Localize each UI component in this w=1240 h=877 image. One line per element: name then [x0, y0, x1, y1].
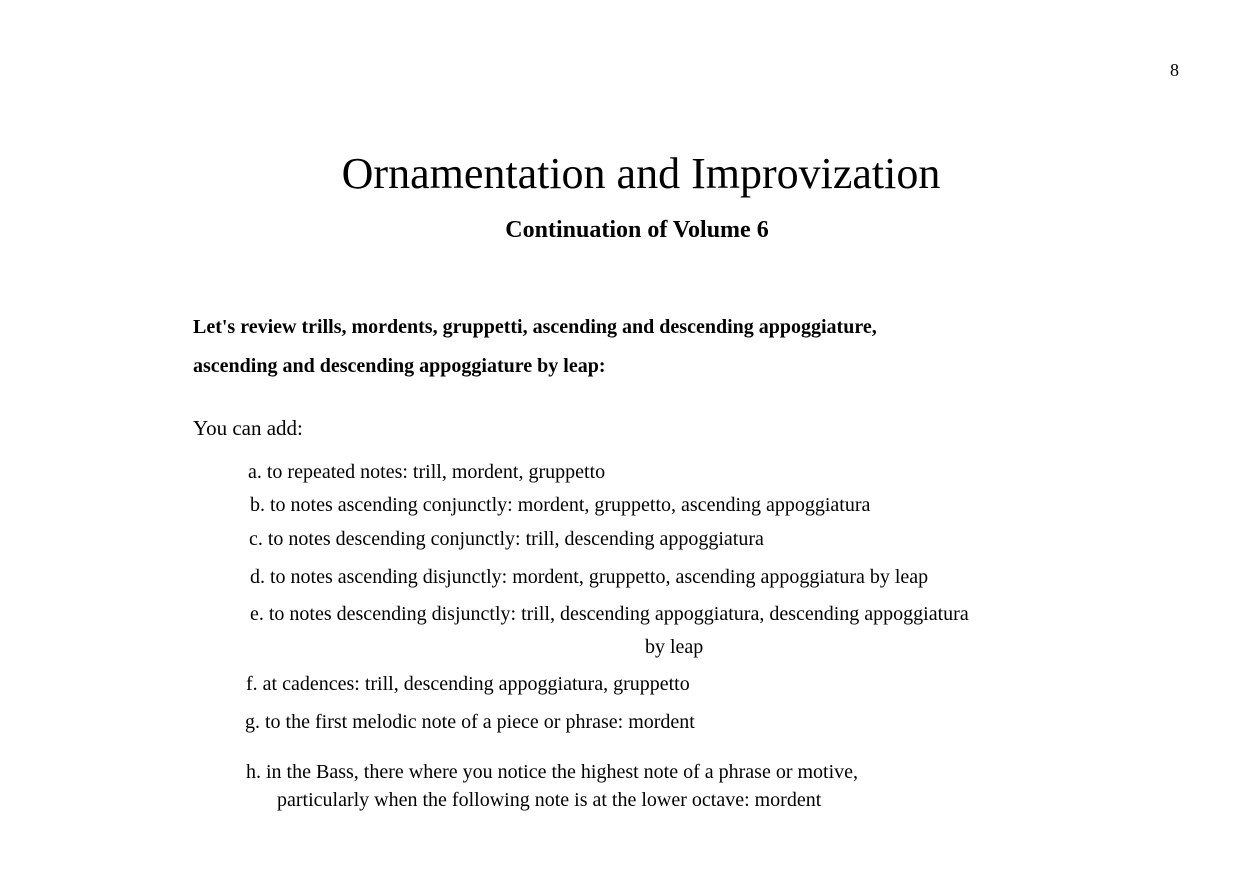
- list-item-e: e. to notes descending disjunctly: trill, descending appoggiatura, descending appoggiatura: [250, 603, 969, 625]
- list-item-a: a. to repeated notes: trill, mordent, gruppetto: [248, 461, 606, 483]
- intro-line-1: Let's review trills, mordents, gruppetti, ascending and descending appoggiature,: [193, 316, 877, 338]
- list-item-e-continuation: by leap: [645, 636, 704, 658]
- list-item-c: c. to notes descending conjunctly: trill, descending appoggiatura: [249, 528, 764, 550]
- list-item-g: g. to the first melodic note of a piece or phrase: mordent: [245, 711, 695, 733]
- list-item-f: f. at cadences: trill, descending appoggiatura, gruppetto: [246, 673, 690, 695]
- intro-line-2: ascending and descending appoggiature by leap:: [193, 355, 606, 377]
- list-item-d: d. to notes ascending disjunctly: mordent, gruppetto, ascending appoggiatura by leap: [250, 566, 929, 588]
- page-number: 8: [1170, 60, 1179, 80]
- lead-text: You can add:: [193, 416, 303, 440]
- page-subtitle: Continuation of Volume 6: [505, 217, 769, 243]
- list-item-h-continuation: particularly when the following note is at the lower octave: mordent: [277, 789, 822, 811]
- page-title: Ornamentation and Improvization: [341, 149, 941, 198]
- list-item-b: b. to notes ascending conjunctly: mordent, gruppetto, ascending appoggiatura: [250, 494, 871, 516]
- list-item-h: h. in the Bass, there where you notice the highest note of a phrase or motive,: [246, 761, 859, 783]
